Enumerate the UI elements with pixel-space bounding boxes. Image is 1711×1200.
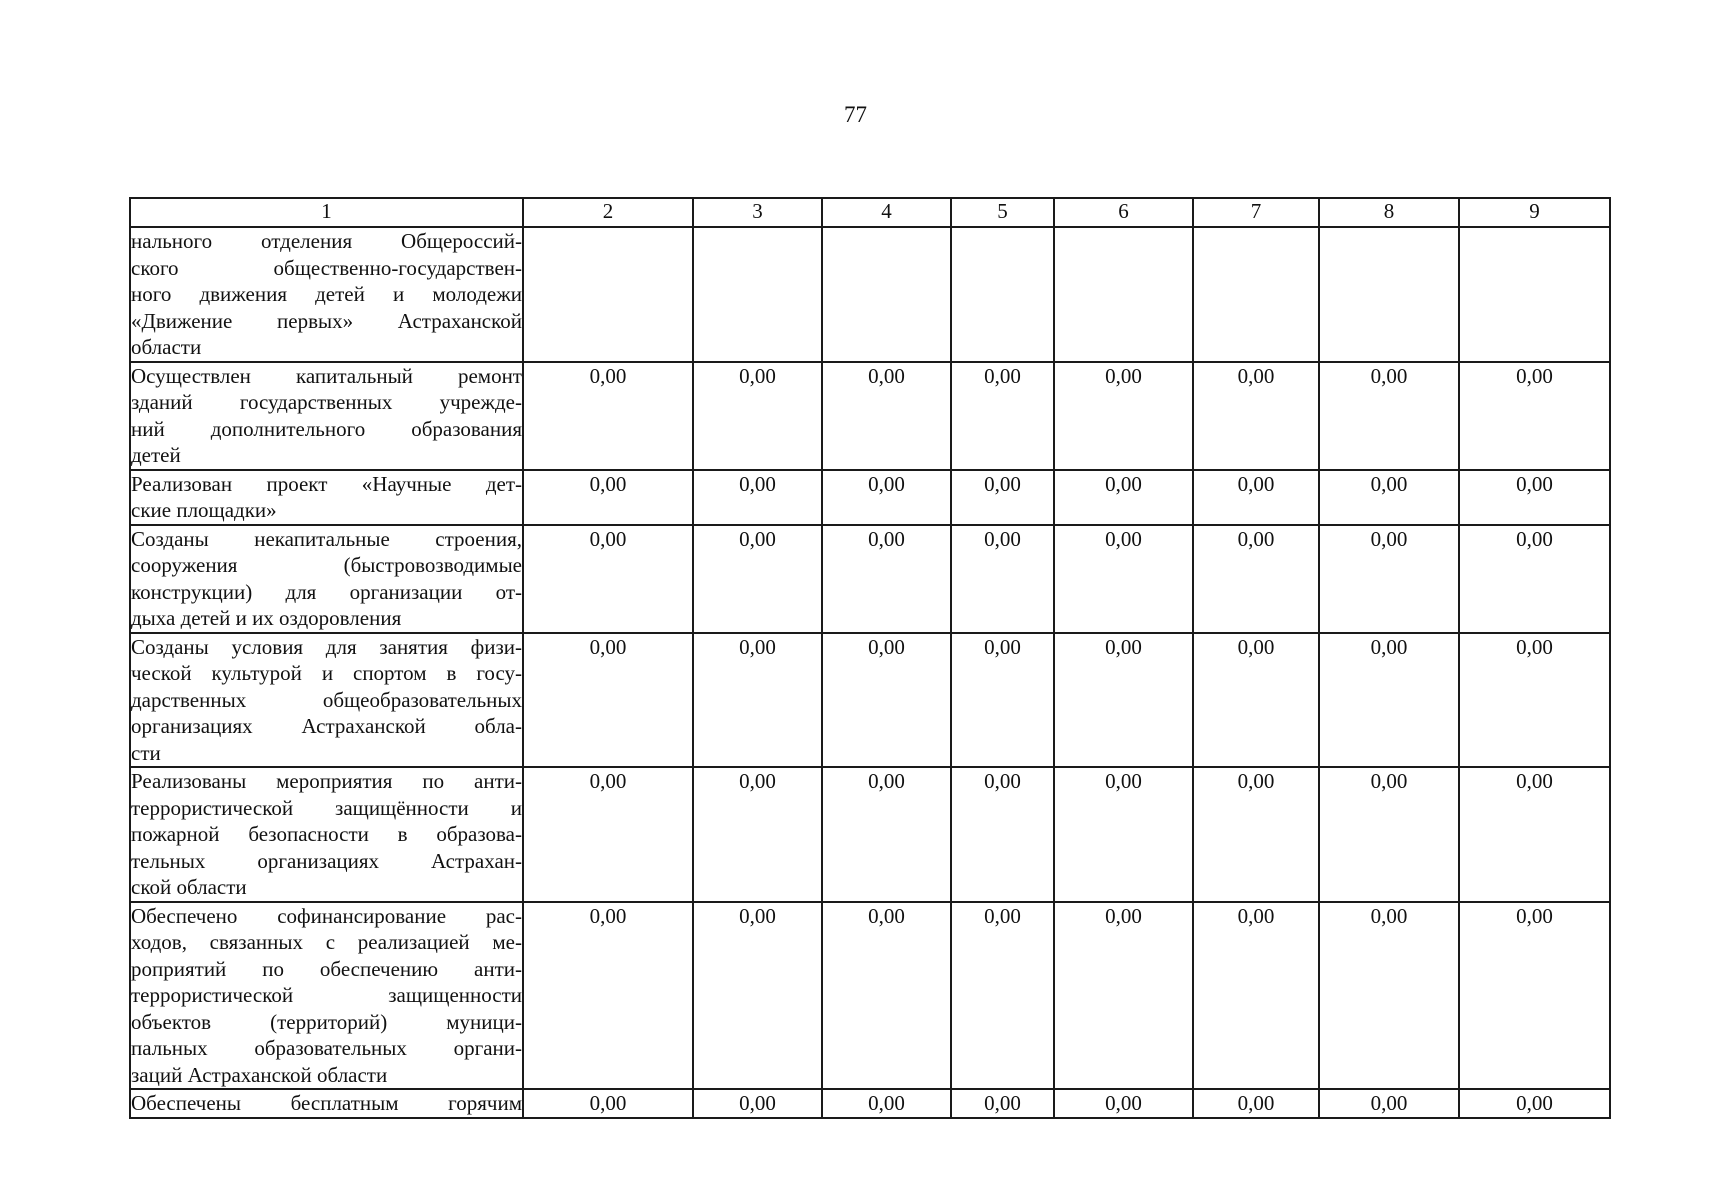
value-cell-col-2: 0,00 bbox=[523, 525, 693, 633]
table-row bbox=[130, 470, 1610, 525]
row-description bbox=[130, 1089, 523, 1118]
table-row bbox=[130, 633, 1610, 768]
row-description bbox=[130, 633, 523, 768]
value-cell-col-8: 0,00 bbox=[1319, 633, 1459, 768]
value-cell-col-6: 0,00 bbox=[1054, 470, 1193, 525]
description-line: нального отделения Общероссий- bbox=[131, 229, 522, 253]
description-line: детей bbox=[131, 443, 181, 467]
row-description bbox=[130, 470, 523, 525]
value-cell-col-7: 0,00 bbox=[1193, 767, 1319, 902]
description-line: области bbox=[131, 335, 202, 359]
value-cell-col-6 bbox=[1054, 227, 1193, 362]
table-row bbox=[130, 1089, 1610, 1118]
description-line: дарственных общеобразовательных bbox=[131, 687, 522, 712]
description-line: ного движения детей и молодежи bbox=[131, 282, 522, 306]
description-line: организациях Астраханской обла- bbox=[131, 714, 522, 738]
value-cell-col-5: 0,00 bbox=[951, 470, 1054, 525]
value-cell-col-6: 0,00 bbox=[1054, 1089, 1193, 1118]
value-cell-col-9: 0,00 bbox=[1459, 525, 1610, 633]
description-line: Обеспечено софинансирование рас- bbox=[131, 903, 522, 928]
value-cell-col-9: 0,00 bbox=[1459, 470, 1610, 525]
value-cell-col-8: 0,00 bbox=[1319, 767, 1459, 902]
value-cell-col-8: 0,00 bbox=[1319, 525, 1459, 633]
value-cell-col-5: 0,00 bbox=[951, 1089, 1054, 1118]
value-cell-col-4: 0,00 bbox=[822, 633, 951, 768]
row-description bbox=[130, 227, 523, 362]
description-line: террористической защищённости и bbox=[131, 795, 522, 820]
value-cell-col-8: 0,00 bbox=[1319, 470, 1459, 525]
value-cell-col-3: 0,00 bbox=[693, 767, 822, 902]
value-cell-col-5: 0,00 bbox=[951, 362, 1054, 470]
description-line: Реализован проект «Научные дет- bbox=[131, 471, 522, 496]
value-cell-col-3: 0,00 bbox=[693, 902, 822, 1090]
table-row bbox=[130, 227, 1610, 362]
value-cell-col-2: 0,00 bbox=[523, 470, 693, 525]
description-line: ний дополнительного образования bbox=[131, 416, 522, 441]
column-header-8: 8 bbox=[1319, 198, 1459, 227]
value-cell-col-7: 0,00 bbox=[1193, 525, 1319, 633]
value-cell-col-3: 0,00 bbox=[693, 525, 822, 633]
header-row bbox=[130, 198, 1610, 227]
value-cell-col-8: 0,00 bbox=[1319, 1089, 1459, 1118]
value-cell-col-4 bbox=[822, 227, 951, 362]
description-line: заций Астраханской области bbox=[131, 1062, 388, 1087]
description-line: Обеспечены бесплатным горячим bbox=[131, 1091, 522, 1115]
description-line: Осуществлен капитальный ремонт bbox=[131, 363, 522, 388]
description-line: объектов (территорий) муници- bbox=[131, 1009, 522, 1034]
value-cell-col-6: 0,00 bbox=[1054, 902, 1193, 1090]
value-cell-col-9: 0,00 bbox=[1459, 902, 1610, 1090]
value-cell-col-6: 0,00 bbox=[1054, 633, 1193, 768]
column-header-1: 1 bbox=[130, 198, 523, 227]
column-header-2: 2 bbox=[523, 198, 693, 227]
value-cell-col-4: 0,00 bbox=[822, 525, 951, 633]
value-cell-col-4: 0,00 bbox=[822, 470, 951, 525]
value-cell-col-2: 0,00 bbox=[523, 902, 693, 1090]
value-cell-col-3: 0,00 bbox=[693, 633, 822, 768]
value-cell-col-4: 0,00 bbox=[822, 1089, 951, 1118]
value-cell-col-3: 0,00 bbox=[693, 1089, 822, 1118]
value-cell-col-3: 0,00 bbox=[693, 362, 822, 470]
value-cell-col-9: 0,00 bbox=[1459, 633, 1610, 768]
description-line: «Движение первых» Астраханской bbox=[131, 308, 522, 333]
value-cell-col-8: 0,00 bbox=[1319, 362, 1459, 470]
description-line: сти bbox=[131, 740, 161, 765]
value-cell-col-6: 0,00 bbox=[1054, 525, 1193, 633]
value-cell-col-6: 0,00 bbox=[1054, 362, 1193, 470]
description-line: Реализованы мероприятия по анти- bbox=[131, 769, 522, 793]
value-cell-col-9: 0,00 bbox=[1459, 1089, 1610, 1118]
description-line: пожарной безопасности в образова- bbox=[131, 822, 522, 846]
value-cell-col-5: 0,00 bbox=[951, 902, 1054, 1090]
table-row bbox=[130, 902, 1610, 1090]
row-description bbox=[130, 767, 523, 902]
table-body bbox=[130, 227, 1610, 1118]
value-cell-col-5: 0,00 bbox=[951, 525, 1054, 633]
value-cell-col-9: 0,00 bbox=[1459, 362, 1610, 470]
column-header-3: 3 bbox=[693, 198, 822, 227]
description-line: роприятий по обеспечению анти- bbox=[131, 956, 522, 981]
description-line: террористической защищенности bbox=[131, 983, 522, 1007]
description-line: ческой культурой и спортом в госу- bbox=[131, 661, 522, 685]
description-line: пальных образовательных органи- bbox=[131, 1036, 522, 1060]
value-cell-col-5: 0,00 bbox=[951, 767, 1054, 902]
table-row bbox=[130, 362, 1610, 470]
description-line: конструкции) для организации от- bbox=[131, 579, 522, 604]
value-cell-col-2: 0,00 bbox=[523, 1089, 693, 1118]
description-line: ской области bbox=[131, 875, 247, 899]
value-cell-col-2: 0,00 bbox=[523, 767, 693, 902]
value-cell-col-7: 0,00 bbox=[1193, 633, 1319, 768]
value-cell-col-4: 0,00 bbox=[822, 902, 951, 1090]
value-cell-col-5 bbox=[951, 227, 1054, 362]
description-line: Созданы некапитальные строения, bbox=[131, 526, 522, 551]
row-description bbox=[130, 902, 523, 1090]
column-header-4: 4 bbox=[822, 198, 951, 227]
value-cell-col-3: 0,00 bbox=[693, 470, 822, 525]
column-header-9: 9 bbox=[1459, 198, 1610, 227]
value-cell-col-7: 0,00 bbox=[1193, 470, 1319, 525]
description-line: ходов, связанных с реализацией ме- bbox=[131, 930, 522, 954]
value-cell-col-3 bbox=[693, 227, 822, 362]
value-cell-col-6: 0,00 bbox=[1054, 767, 1193, 902]
column-header-7: 7 bbox=[1193, 198, 1319, 227]
table-row bbox=[130, 767, 1610, 902]
column-header-5: 5 bbox=[951, 198, 1054, 227]
value-cell-col-9 bbox=[1459, 227, 1610, 362]
value-cell-col-8 bbox=[1319, 227, 1459, 362]
row-description bbox=[130, 525, 523, 633]
value-cell-col-2 bbox=[523, 227, 693, 362]
value-cell-col-4: 0,00 bbox=[822, 362, 951, 470]
budget-table bbox=[129, 197, 1611, 1119]
value-cell-col-7 bbox=[1193, 227, 1319, 362]
description-line: сооружения (быстровозводимые bbox=[131, 553, 522, 577]
description-line: зданий государственных учрежде- bbox=[131, 390, 522, 414]
value-cell-col-9: 0,00 bbox=[1459, 767, 1610, 902]
value-cell-col-7: 0,00 bbox=[1193, 902, 1319, 1090]
page-number: 77 bbox=[844, 102, 867, 127]
column-header-6: 6 bbox=[1054, 198, 1193, 227]
description-line: ские площадки» bbox=[131, 498, 277, 522]
table-row bbox=[130, 525, 1610, 633]
row-description bbox=[130, 362, 523, 470]
value-cell-col-7: 0,00 bbox=[1193, 362, 1319, 470]
description-line: ского общественно-государствен- bbox=[131, 255, 522, 280]
value-cell-col-8: 0,00 bbox=[1319, 902, 1459, 1090]
description-line: дыха детей и их оздоровления bbox=[131, 606, 402, 630]
value-cell-col-2: 0,00 bbox=[523, 362, 693, 470]
value-cell-col-5: 0,00 bbox=[951, 633, 1054, 768]
description-line: тельных организациях Астрахан- bbox=[131, 848, 522, 873]
description-line: Созданы условия для занятия физи- bbox=[131, 634, 522, 659]
value-cell-col-4: 0,00 bbox=[822, 767, 951, 902]
value-cell-col-7: 0,00 bbox=[1193, 1089, 1319, 1118]
value-cell-col-2: 0,00 bbox=[523, 633, 693, 768]
